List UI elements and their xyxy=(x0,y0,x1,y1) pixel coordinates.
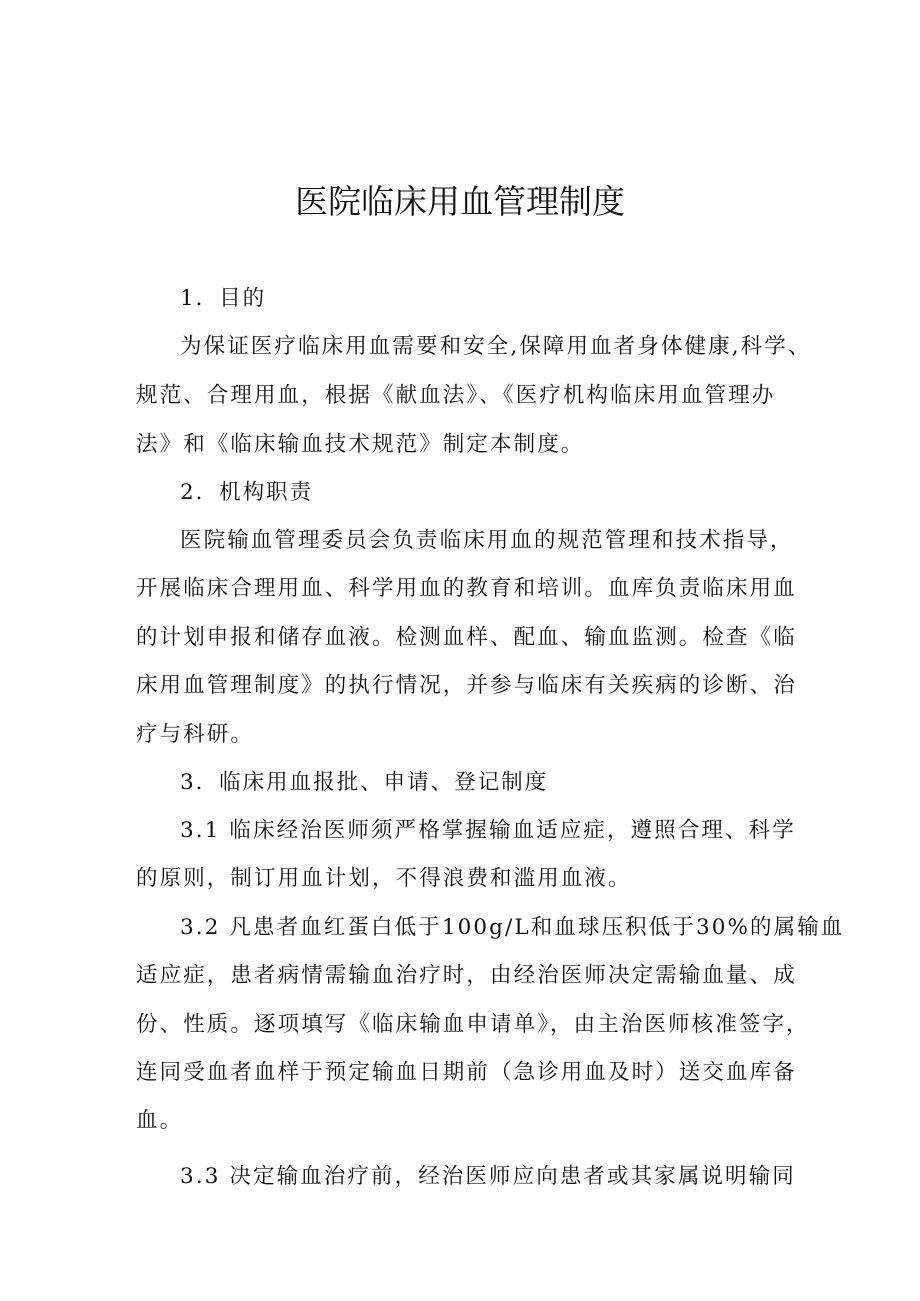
paragraph-line: 床用血管理制度》的执行情况，并参与临床有关疾病的诊断、治 xyxy=(136,673,797,698)
paragraph-line: 连同受血者血样于预定输血日期前（急诊用血及时）送交血库备 xyxy=(136,1060,797,1085)
paragraph-line: 医院输血管理委员会负责临床用血的规范管理和技术指导， xyxy=(180,528,794,553)
section-heading-responsibilities: 2．机构职责 xyxy=(180,480,314,505)
paragraph-line: 开展临床合理用血、科学用血的教育和培训。血库负责临床用血 xyxy=(136,576,797,601)
paragraph-line: 疗与科研。 xyxy=(136,722,255,747)
paragraph-line: 3.3 决定输血治疗前，经治医师应向患者或其家属说明输同 xyxy=(180,1164,796,1189)
paragraph-line: 3.2 凡患者血红蛋白低于100g/L和血球压积低于30%的属输血 xyxy=(180,915,845,940)
paragraph-line: 血。 xyxy=(136,1108,184,1133)
paragraph-line: 的原则，制订用血计划，不得浪费和滥用血液。 xyxy=(136,866,632,891)
document-title: 医院临床用血管理制度 xyxy=(295,182,625,221)
paragraph-line: 份、性质。逐项填写《临床输血申请单》，由主治医师核准签字， xyxy=(136,1012,810,1037)
section-heading-approval: 3．临床用血报批、申请、登记制度 xyxy=(180,770,549,795)
section-heading-purpose: 1．目的 xyxy=(180,286,267,311)
paragraph-line: 3.1 临床经治医师须严格掌握输血适应症，遵照合理、科学 xyxy=(180,818,796,843)
paragraph-line: 法》和《临床输血技术规范》制定本制度。 xyxy=(136,432,585,457)
paragraph-line: 规范、合理用血，根据《献血法》、《医疗机构临床用血管理办 xyxy=(136,383,776,408)
paragraph-line: 的计划申报和储存血液。检测血样、配血、输血监测。检查《临 xyxy=(136,625,797,650)
paragraph-line: 为保证医疗临床用血需要和安全,保障用血者身体健康,科学、 xyxy=(180,334,812,359)
paragraph-line: 适应症，患者病情需输血治疗时，由经治医师决定需输血量、成 xyxy=(136,963,797,988)
